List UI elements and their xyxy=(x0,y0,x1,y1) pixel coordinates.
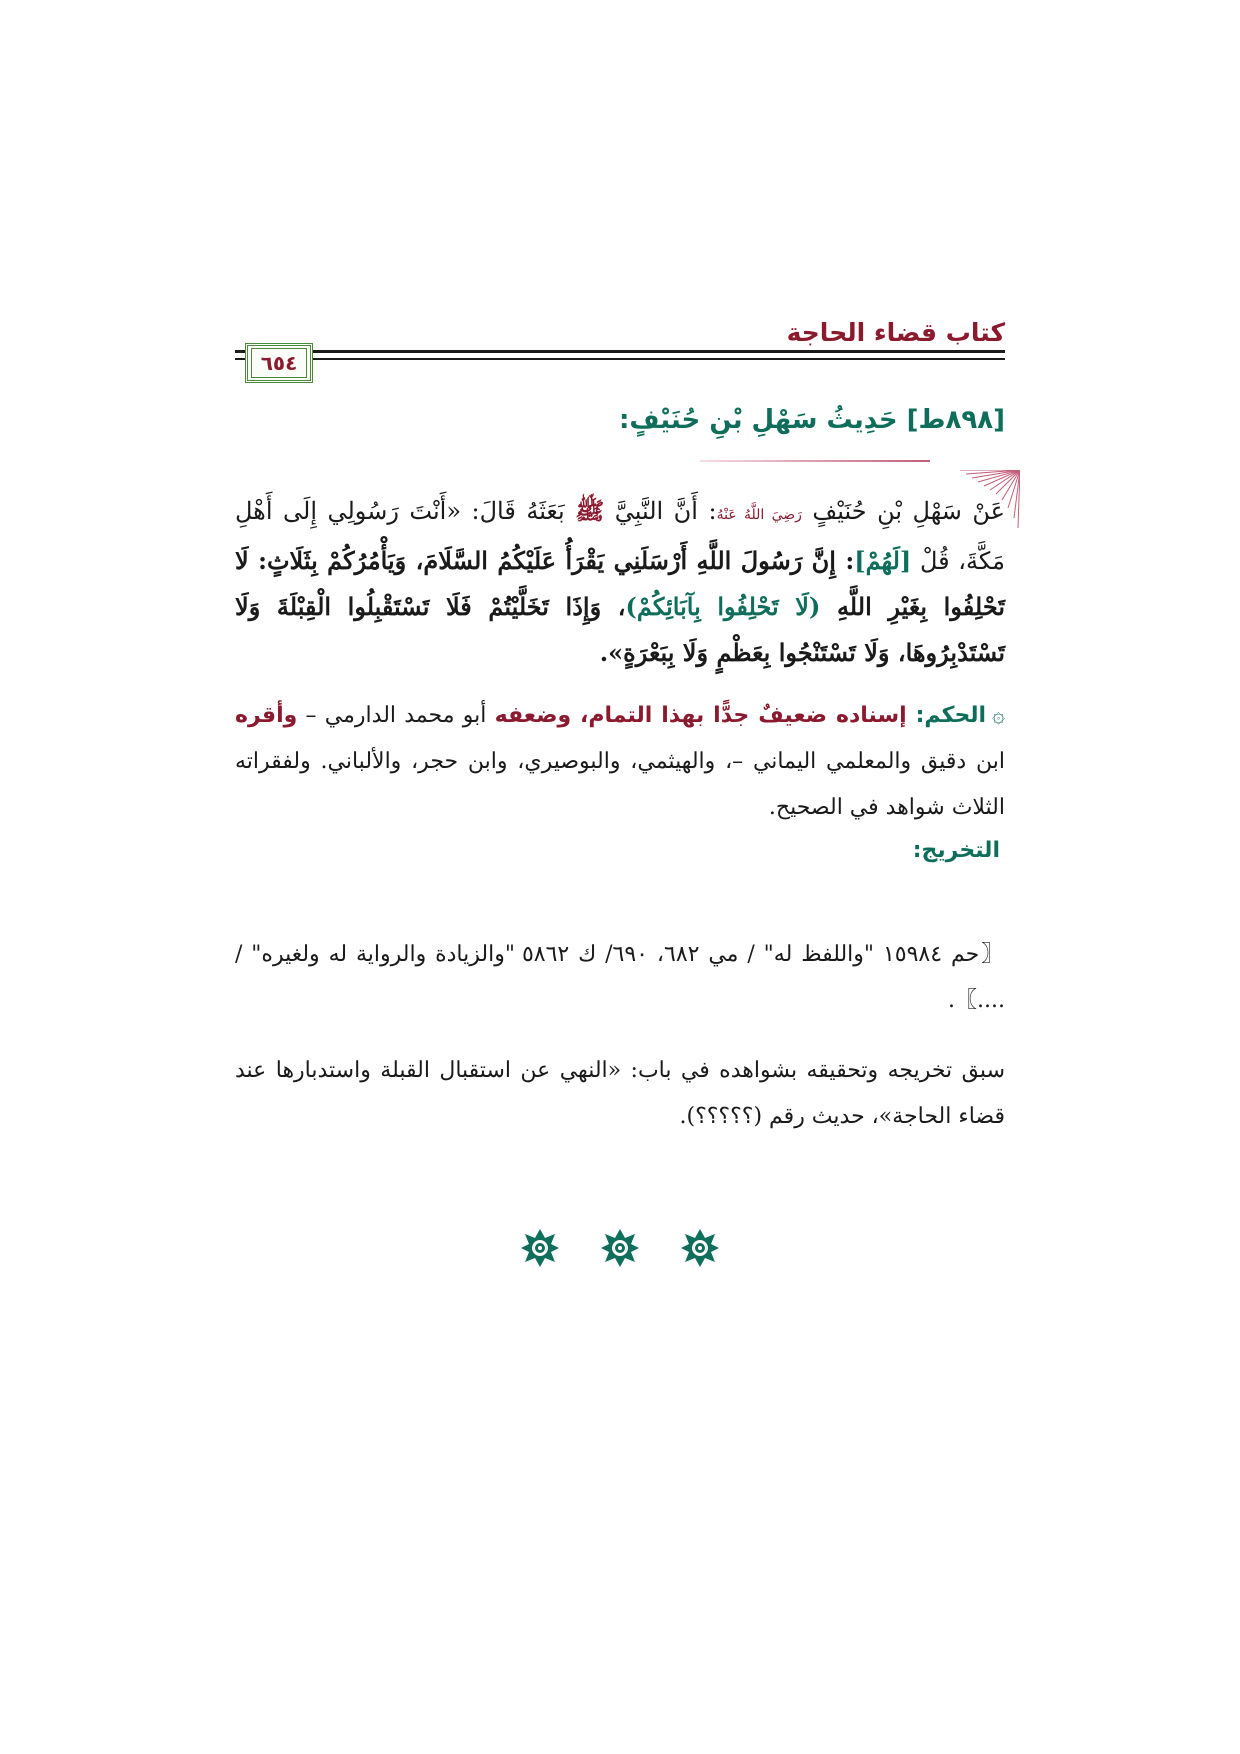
hadith-intro: عَنْ سَهْلِ بْنِ حُنَيْفٍ xyxy=(801,497,1005,525)
closing-ornaments xyxy=(520,1226,720,1270)
ruling-grade: إسناده ضعيفٌ جدًّا بهذا التمام، وضعفه xyxy=(494,703,916,728)
honorific-prophet: ﷺ xyxy=(575,496,605,525)
star-ornament-icon xyxy=(600,1228,640,1268)
flower-icon: ۞ xyxy=(992,703,1005,728)
header-rule-top xyxy=(235,350,1005,353)
page-number: ٦٥٤ xyxy=(251,348,307,378)
hadith-part2: : أَنَّ النَّبِيَّ xyxy=(604,497,717,525)
running-head: كتاب قضاء الحاجة xyxy=(786,318,1005,347)
ruling-approved-by: ابن دقيق والمعلمي اليماني –، والهيثمي، والبوصيري، وابن حجر، والألباني. ولفقراته الثلاث شواهد في الصحيح. xyxy=(235,749,1005,820)
hadith-part4: : إِنَّ رَسُولَ اللَّهِ أَرْسَلَنِي يَقْرَأُ عَلَيْكُمُ السَّلَامَ، وَيَأْمُرُكُمْ بِثَلَاثٍ: لَا تَحْلِفُوا بِغَيْرِ اللَّهِ xyxy=(235,546,1006,621)
hadith-text xyxy=(235,488,1005,676)
hadith-part3: بَعَثَهُ قَالَ: «أَنْتَ رَسُولِي إِلَى أَهْلِ مَكَّةَ، قُلْ xyxy=(235,497,1005,575)
star-ornament-icon xyxy=(680,1228,720,1268)
header-rule-bottom xyxy=(235,358,1005,360)
ruling-label: الحكم: xyxy=(915,703,987,728)
takhrij-heading: التخريج: xyxy=(912,838,1000,863)
takhrij-note: سبق تخريجه وتحقيقه بشواهده في باب: «النهي عن استقبال القبلة واستدبارها عند قضاء الحاجة»، حديث رقم (؟؟؟؟؟). xyxy=(235,1058,1005,1129)
ruling-paragraph xyxy=(235,693,1005,831)
ruling-approved-label: وأقره xyxy=(235,703,298,728)
title-underline xyxy=(700,460,930,462)
takhrij-sources: 〖حم ١٥٩٨٤ "واللفظ له" / مي ٦٨٢، ٦٩٠/ ك ٥٨٦٢ "والزيادة والرواية له ولغيره" / ....〗. xyxy=(235,942,1005,1013)
section-title: [٨٩٨ط] حَدِيثُ سَهْلِ بْنِ حُنَيْفٍ: xyxy=(618,405,1005,435)
hadith-paren-addition: (لَا تَحْلِفُوا بِآبَائِكُمْ) xyxy=(625,592,821,621)
honorific-companion: رَضِيَ اللَّهُ عَنْهُ xyxy=(716,507,802,523)
hadith-bracket-addition: [لَهُمْ] xyxy=(854,546,912,575)
hadith-part5: ، وَإِذَا تَخَلَّيْتُمْ فَلَا تَسْتَقْبِلُوا الْقِبْلَةَ وَلَا تَسْتَدْبِرُوهَا، وَلَا تَسْتَنْجُوا بِعَظْمٍ وَلَا بِبَعْرَةٍ». xyxy=(235,592,1005,667)
star-ornament-icon xyxy=(520,1228,560,1268)
page-number-frame xyxy=(245,343,313,383)
ruling-weakened-by: أبو محمد الدارمي – xyxy=(297,703,495,728)
